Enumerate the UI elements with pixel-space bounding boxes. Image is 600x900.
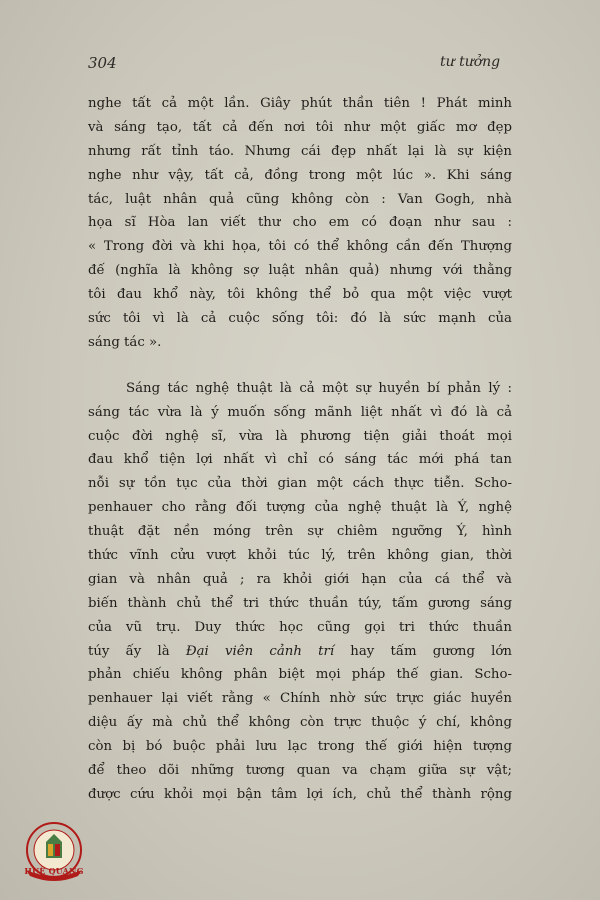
page-number: 304 (88, 54, 117, 72)
text-segment: hay tấm gương lớn (334, 643, 512, 659)
text-line: penhauer lại viết rằng « Chính nhờ sức trực giác huyền (88, 691, 512, 707)
text-line: còn bị bó buộc phải lưu lạc trong thế giới hiện tượng (88, 739, 512, 755)
text-line: nhưng rất tỉnh táo. Nhưng cái đẹp nhất lại là sự kiện (88, 143, 512, 159)
paragraph (88, 377, 512, 807)
text-line: gian và nhân quả ; ra khỏi giới hạn của cá thể và (88, 571, 512, 587)
text-line: họa sĩ Hòa lan viết thư cho em có đoạn như sau : (88, 215, 512, 231)
text-line: « Trong đời và khi họa, tôi có thể không cần đến Thượng (88, 239, 512, 255)
text-line: diệu ấy mà chủ thể không còn trực thuộc ý chí, không (88, 715, 512, 731)
text-line: phản chiếu không phân biệt mọi pháp thế gian. Scho- (88, 667, 512, 683)
text-line: để theo dõi những tương quan va chạm giữa sự vật; (88, 763, 512, 779)
text-line: nghe như vậy, tất cả, đồng trong một lúc ». Khi sáng (88, 167, 512, 183)
text-segment: túy ấy là (88, 643, 186, 659)
text-line (88, 640, 512, 664)
logo-text: HUỆ QUANG (24, 866, 84, 876)
text-line: biến thành chủ thể tri thức thuần túy, tấm gương sáng (88, 595, 512, 611)
text-line: sáng tác ». (88, 334, 162, 350)
running-head: tư tưởng (440, 54, 501, 70)
text-line: đế (nghĩa là không sợ luật nhân quả) nhưng với thằng (88, 263, 512, 279)
text-line: penhauer cho rằng đối tượng của nghệ thuật là Ý, nghệ (88, 500, 512, 516)
text-line: sáng tác vừa là ý muốn sống mãnh liệt nhất vì đó là cả (88, 404, 512, 420)
hue-quang-logo-icon (18, 820, 90, 890)
body-text (88, 92, 512, 807)
text-line: của vũ trụ. Duy thức học cũng gọi tri thức thuần (88, 619, 512, 635)
text-line: tôi đau khổ này, tôi không thể bỏ qua một việc vượt (88, 287, 512, 303)
text-line: Sáng tác nghệ thuật là cả một sự huyền bí phản lý : (126, 380, 512, 396)
text-line: đau khổ tiện lợi nhất vì chỉ có sáng tác mới phá tan (88, 452, 512, 468)
paragraph (88, 92, 512, 355)
text-line: được cứu khỏi mọi bận tâm lợi ích, chủ thể thành rộng (88, 786, 512, 802)
italic-term: Đại viên cảnh trí (185, 643, 335, 659)
text-line: thuật đặt nền móng trên sự chiêm ngưỡng Ý, hình (88, 524, 512, 540)
text-line: sức tôi vì là cả cuộc sống tôi: đó là sức mạnh của (88, 311, 512, 327)
text-line: tác, luật nhân quả cũng không còn : Van Gogh, nhà (88, 191, 512, 207)
text-line: và sáng tạo, tất cả đến nơi tôi như một giấc mơ đẹp (88, 119, 512, 135)
text-line: cuộc đời nghệ sĩ, vừa là phương tiện giải thoát mọi (88, 428, 512, 444)
text-line: nghe tất cả một lần. Giây phút thần tiên ! Phát minh (88, 96, 512, 111)
text-line: thức vĩnh cửu vượt khỏi túc lý, trên không gian, thời (88, 548, 512, 564)
text-line: nỗi sự tồn tục của thời gian một cách thực tiễn. Scho- (88, 476, 512, 492)
